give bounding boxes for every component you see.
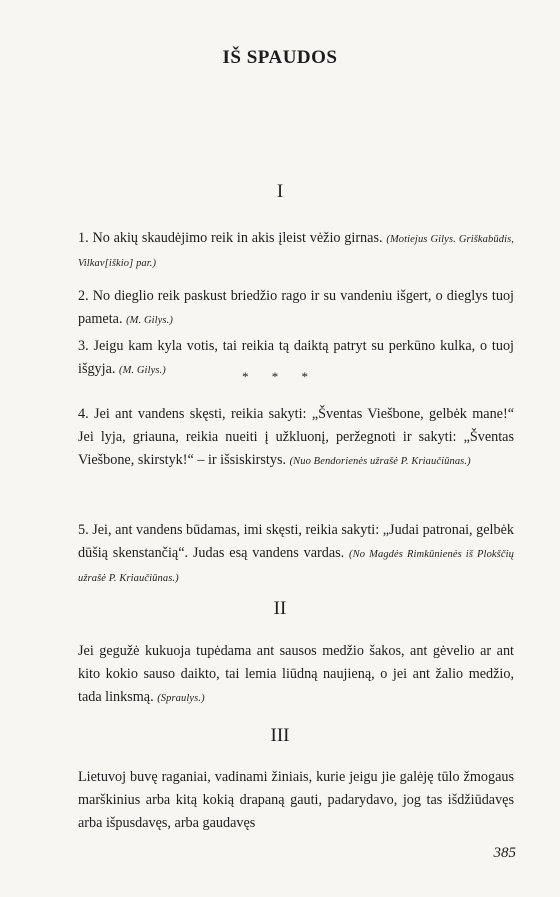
section-separator: * * * (242, 369, 318, 384)
paragraph-5-text: 5. Jei, ant vandens būdamas, imi skęsti, reikia sakyti: „Judai patronai, gelbėk dūšią skenstančią“. Judas esą vandens vardas. (78, 522, 514, 561)
paragraph-4-source: (Nuo Bendorienės užrašė P. Kriaučiūnas.) (289, 456, 471, 467)
page-number: 385 (493, 845, 516, 861)
paragraph-7 (78, 766, 514, 835)
paragraph-6-source: (Spraulys.) (157, 693, 205, 704)
paragraph-5-source: (No Magdės Rimkūnienės iš Plokščių užrašė P. Kriaučiūnas.) (78, 549, 514, 584)
paragraph-1 (78, 227, 514, 275)
paragraph-4-text: 4. Jei ant vandens skęsti, reikia sakyti: „Šventas Viešbone, gelbėk mane!“ Jei lyja, griauna, reikia nueiti į užkluonį, peržegnoti ir sakyti: „Šventas Viešbone, skirstyk!“ – ir išsiskirstys. (78, 406, 514, 468)
paragraph-2 (78, 285, 514, 332)
paragraph-3-source: (M. Gilys.) (118, 365, 166, 376)
page-title: IŠ SPAUDOS (222, 47, 338, 68)
section-heading-2: II (273, 598, 287, 619)
section-heading-1: I (276, 181, 284, 202)
section-heading-3: III (270, 725, 290, 746)
paragraph-6-text: Jei gegužė kukuoja tupėdama ant sausos medžio šakos, ant gėvelio ar ant kito kokio sauso daikto, tai lemia liūdną naujieną, o jei ant žalio medžio, tada linksmą. (78, 643, 514, 705)
paragraph-2-source: (M. Gilys.) (126, 315, 173, 326)
paragraph-1-source: (Motiejus Gilys. Griškabūdis, Vilkav[iškio] par.) (78, 234, 514, 269)
paragraph-2-text: 2. No dieglio reik paskust briedžio rago ir su vandeniu išgert, o dieglys tuoj pameta. (78, 288, 514, 327)
paragraph-4 (78, 403, 514, 473)
paragraph-7-text: Lietuvoj buvę raganiai, vadinami žiniais, kurie jeigu jie galėję tūlo žmogaus marškinius arba kitą kokią drapaną gauti, padarydavo, jog tas išdžiūdavęs arba išpusdavęs, arba gaudavęs (78, 769, 514, 831)
paragraph-6 (78, 640, 514, 710)
paragraph-3-text: 3. Jeigu kam kyla votis, tai reikia tą daiktą patryt su perkūno kulka, o tuoj išgyja. (78, 338, 514, 377)
paragraph-5 (78, 519, 514, 590)
paragraph-1-text: 1. No akių skaudėjimo reik in akis įleist vėžio girnas. (78, 230, 383, 246)
